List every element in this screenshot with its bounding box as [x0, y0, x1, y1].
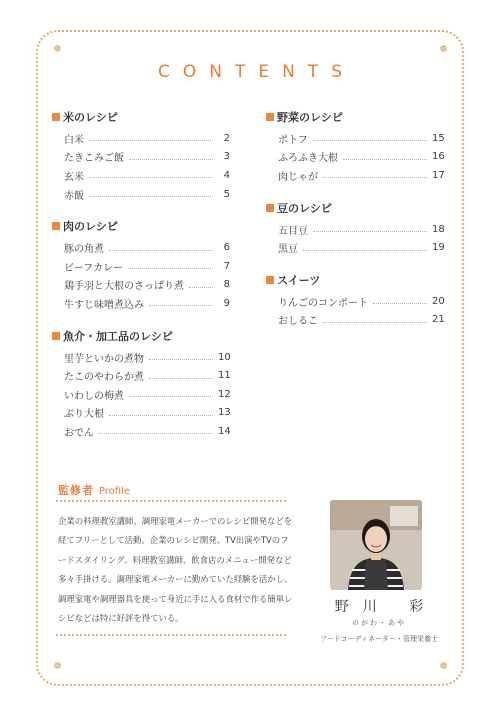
toc-entry-name: 白米: [64, 134, 84, 146]
toc-entry: [266, 311, 444, 330]
toc-entry: [266, 292, 444, 311]
toc-entry-name: おしるこ: [278, 316, 318, 328]
dot-leader: [303, 249, 427, 251]
toc-entry: [266, 220, 444, 239]
toc-entry-page: 19: [432, 242, 445, 254]
toc-entry-page: 20: [432, 295, 445, 307]
profile-top-divider: [56, 500, 286, 502]
section-heading-text: 豆のレシピ: [277, 201, 332, 215]
section-marker-icon: [266, 113, 274, 121]
toc-entry: [52, 385, 230, 404]
toc-entry-page: 17: [432, 169, 445, 181]
toc-entry: [52, 404, 230, 423]
author-name-block: [304, 596, 454, 644]
dot-leader: [313, 139, 427, 141]
toc-entry-page: 11: [218, 370, 231, 382]
corner-dot: [440, 45, 447, 52]
section-heading-text: スイーツ: [277, 273, 321, 287]
author-photo: [330, 500, 422, 590]
corner-dot: [440, 662, 447, 669]
toc-entry-name: 五目豆: [278, 225, 308, 237]
dot-leader: [323, 321, 427, 323]
toc-section: [266, 108, 444, 185]
toc-section: [52, 108, 230, 203]
dot-leader: [89, 176, 213, 178]
profile-heading-en: Profile: [98, 486, 130, 497]
toc-entry: [52, 148, 230, 167]
section-heading-text: 肉のレシピ: [63, 220, 118, 234]
toc-entry-name: 肉じゃが: [278, 171, 318, 183]
toc-entry: [266, 148, 444, 167]
toc-entry-page: 12: [218, 388, 231, 400]
dot-leader: [373, 302, 427, 304]
toc-entry: [52, 238, 230, 257]
toc-entry-page: 2: [223, 132, 230, 144]
toc-entry: [52, 129, 230, 148]
dot-leader: [99, 432, 213, 434]
dot-leader: [189, 286, 213, 288]
section-heading-text: 米のレシピ: [63, 111, 118, 124]
toc-right-column: [266, 108, 444, 343]
contents-title: CONTENTS: [158, 62, 355, 82]
section-heading: [52, 327, 230, 345]
toc-entry: [266, 166, 444, 185]
profile-heading-ja: 監修者: [58, 484, 94, 497]
author-role: フードコーディネーター・管理栄養士: [320, 635, 438, 643]
author-photo-illustration: [330, 500, 422, 590]
dot-leader: [149, 304, 213, 306]
profile-bottom-divider: [56, 634, 286, 636]
dot-leader: [129, 395, 213, 397]
toc-entry-name: おでん: [64, 427, 94, 439]
toc-entry: [266, 129, 444, 148]
corner-dot: [54, 662, 61, 669]
toc-entry-name: ぶり大根: [64, 409, 104, 421]
toc-section: [266, 271, 444, 329]
toc-entry-name: りんごのコンポート: [278, 297, 368, 309]
toc-entry-page: 7: [223, 260, 230, 272]
author-name-kana: のがわ・あや: [352, 619, 406, 627]
toc-section: [266, 199, 444, 257]
dot-leader: [128, 267, 213, 269]
toc-entry-page: 15: [432, 132, 445, 144]
dot-leader: [343, 158, 427, 160]
toc-entry-name: たこのやわらか煮: [64, 372, 144, 384]
section-marker-icon: [52, 113, 60, 121]
profile-bio: 企業の料理教室講師、調理家電メーカーでのレシピ開発などを経てフリーとして活動。企業のレシピ開発、TV出演やTVのフードスタイリング、料理教室講師、飲食店のメニュー開発など多々手掛ける。調理家電メーカーに勤めていた経験を活かし、調理家電や調理器具を使って身近に手に入る食材で作る簡単レシピなどは特に好評を得ている。: [58, 516, 293, 624]
toc-entry: [52, 257, 230, 276]
toc-entry-page: 21: [432, 314, 445, 326]
toc-entry: [52, 185, 230, 204]
toc-entry-page: 14: [218, 425, 231, 437]
toc-entry: [52, 366, 230, 385]
toc-entry: [266, 238, 444, 257]
toc-entry-name: 玄米: [64, 171, 84, 183]
dot-leader: [149, 358, 213, 360]
section-heading: [266, 108, 444, 126]
toc-entry-name: 里芋といかの煮物: [64, 353, 144, 365]
toc-entry-name: 豚の角煮: [64, 244, 104, 256]
corner-dot: [54, 45, 61, 52]
dot-leader: [89, 195, 213, 197]
section-marker-icon: [266, 276, 274, 284]
toc-entry-name: ビーフカレー: [64, 262, 123, 274]
toc-entry-name: ポトフ: [278, 134, 308, 146]
toc-entry-name: 赤飯: [64, 190, 84, 202]
toc-entry-name: 鶏手羽と大根のさっぱり煮: [64, 281, 184, 293]
dot-leader: [323, 176, 427, 178]
profile-heading: [58, 482, 130, 498]
toc-entry: [52, 422, 230, 441]
toc-entry-name: 牛すじ味噌煮込み: [64, 299, 144, 311]
section-marker-icon: [266, 204, 274, 212]
section-heading-text: 野菜のレシピ: [277, 111, 343, 124]
toc-entry-page: 13: [218, 407, 231, 419]
section-heading-text: 魚介・加工品のレシピ: [63, 329, 173, 343]
dot-leader: [129, 158, 213, 160]
toc-entry-page: 10: [218, 351, 231, 363]
toc-entry: [52, 294, 230, 313]
dot-leader: [89, 139, 213, 141]
section-marker-icon: [52, 332, 60, 340]
toc-entry-name: ふろふき大根: [278, 153, 338, 165]
toc-entry: [52, 276, 230, 295]
dot-leader: [313, 230, 427, 232]
toc-entry-name: いわしの梅煮: [64, 390, 124, 402]
toc-entry-page: 8: [223, 279, 230, 291]
section-heading: [266, 199, 444, 217]
section-heading: [266, 271, 444, 289]
toc-entry-name: たきこみご飯: [64, 153, 124, 165]
toc-entry-name: 黒豆: [278, 244, 298, 256]
toc-entry-page: 3: [223, 151, 230, 163]
toc-entry-page: 6: [223, 242, 230, 254]
section-marker-icon: [52, 222, 60, 230]
toc-entry-page: 16: [432, 151, 445, 163]
toc-section: [52, 217, 230, 312]
toc-entry-page: 4: [223, 169, 230, 181]
dot-leader: [109, 249, 213, 251]
toc-section: [52, 327, 230, 441]
toc-entry-page: 5: [223, 188, 230, 200]
toc-left-column: [52, 108, 230, 455]
toc-entry-page: 18: [432, 223, 445, 235]
author-name: 野川 彩: [334, 599, 438, 615]
section-heading: [52, 217, 230, 235]
dot-leader: [109, 414, 213, 416]
toc-entry-page: 9: [223, 297, 230, 309]
dot-leader: [149, 377, 213, 379]
toc-entry: [52, 348, 230, 367]
toc-entry: [52, 166, 230, 185]
section-heading: [52, 108, 230, 126]
